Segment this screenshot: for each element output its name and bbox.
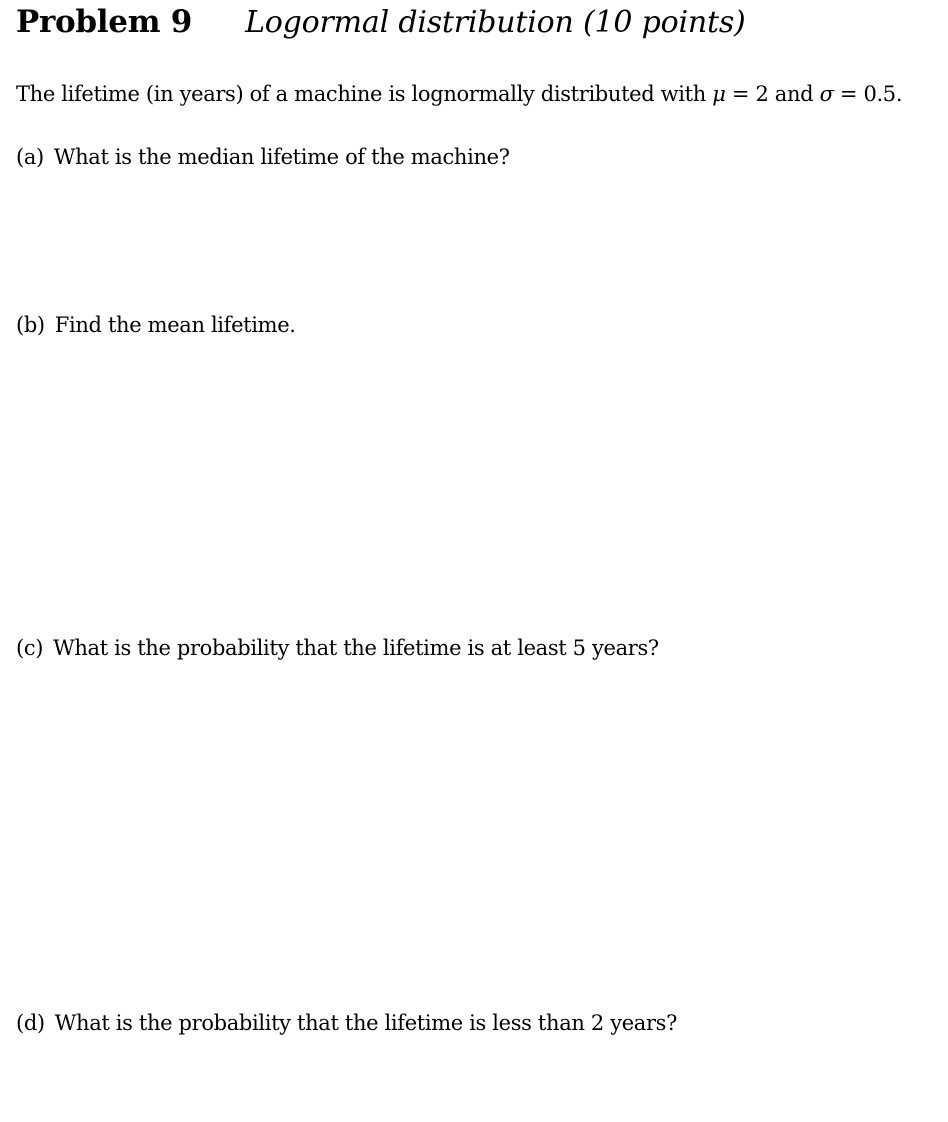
mu-value: = 2 xyxy=(725,82,769,106)
part-question: What is the probability that the lifetime is at least 5 years? xyxy=(53,636,659,660)
problem-header xyxy=(16,4,746,40)
problem-title: Logormal distribution (10 points) xyxy=(245,5,746,40)
statement-text: The lifetime (in years) of a machine is lognormally distributed with xyxy=(16,82,713,106)
sigma-symbol: σ xyxy=(819,82,834,106)
mu-symbol: μ xyxy=(712,82,726,106)
part-label: (c) xyxy=(16,636,44,660)
and-text: and xyxy=(768,82,820,106)
part-label: (b) xyxy=(16,313,45,337)
question-part-d xyxy=(16,1011,677,1035)
part-question: What is the median lifetime of the machine? xyxy=(53,145,510,169)
question-part-b xyxy=(16,313,296,337)
question-part-a xyxy=(16,145,510,169)
sigma-value: = 0.5. xyxy=(833,82,903,106)
problem-statement xyxy=(16,82,902,106)
part-label: (a) xyxy=(16,145,44,169)
part-question: What is the probability that the lifetime is less than 2 years? xyxy=(54,1011,677,1035)
part-label: (d) xyxy=(16,1011,45,1035)
part-question: Find the mean lifetime. xyxy=(54,313,296,337)
question-part-c xyxy=(16,636,659,660)
problem-number: Problem 9 xyxy=(16,4,192,40)
